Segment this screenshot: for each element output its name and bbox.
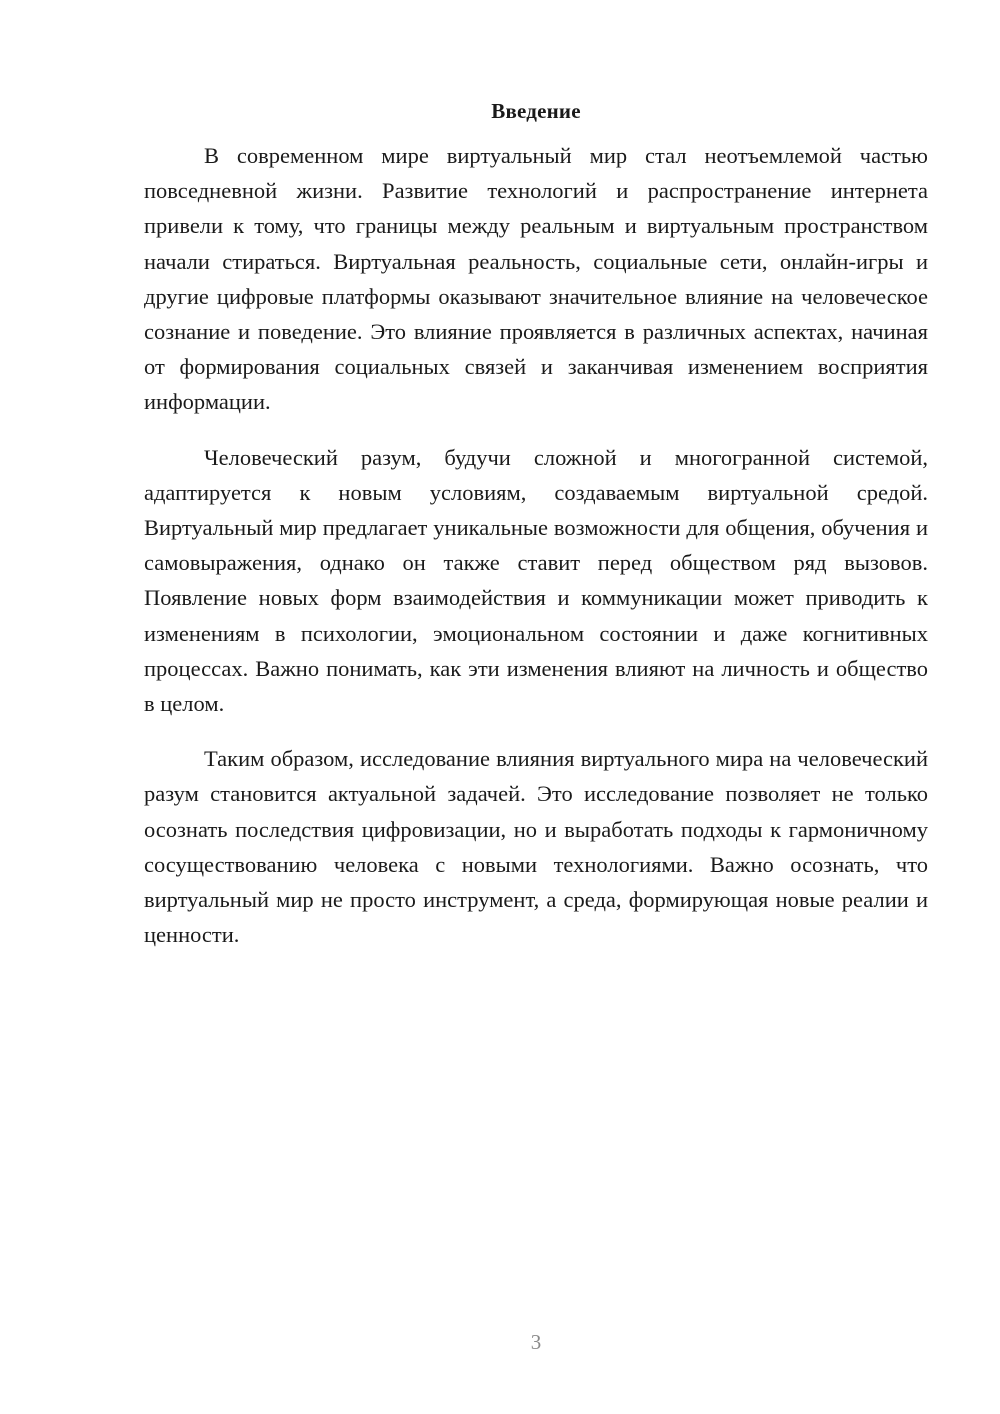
section-heading: Введение (491, 99, 581, 123)
paragraph-3: Таким образом, исследование влияния виртуального мира на человеческий разум становится актуальной задачей. Это исследование позволяет не только осознать последствия цифровизации, но и выработать подходы к гармоничному сосуществованию человека с новыми технологиями. Важно осознать, что виртуальный мир не просто инструмент, а среда, формирующая новые реалии и ценности. (144, 746, 928, 948)
page-content (144, 96, 928, 972)
paragraph-1: В современном мире виртуальный мир стал неотъемлемой частью повседневной жизни. Развитие технологий и распространение интернета привели к тому, что границы между реальным и виртуальным пространством начали стираться. Виртуальная реальность, социальные сети, онлайн-игры и другие цифровые платформы оказывают значительное влияние на человеческое сознание и поведение. Это влияние проявляется в различных аспектах, начиная от формирования социальных связей и заканчивая изменением восприятия информации. (144, 143, 928, 415)
paragraph-2: Человеческий разум, будучи сложной и многогранной системой, адаптируется к новым условиям, создаваемым виртуальной средой. Виртуальный мир предлагает уникальные возможности для общения, обучения и самовыражения, однако он также ставит перед обществом ряд вызовов. Появление новых форм взаимодействия и коммуникации может приводить к изменениям в психологии, эмоциональном состоянии и даже когнитивных процессах. Важно понимать, как эти изменения влияют на личность и общество в целом. (144, 444, 928, 717)
page-number: 3 (530, 1330, 542, 1354)
